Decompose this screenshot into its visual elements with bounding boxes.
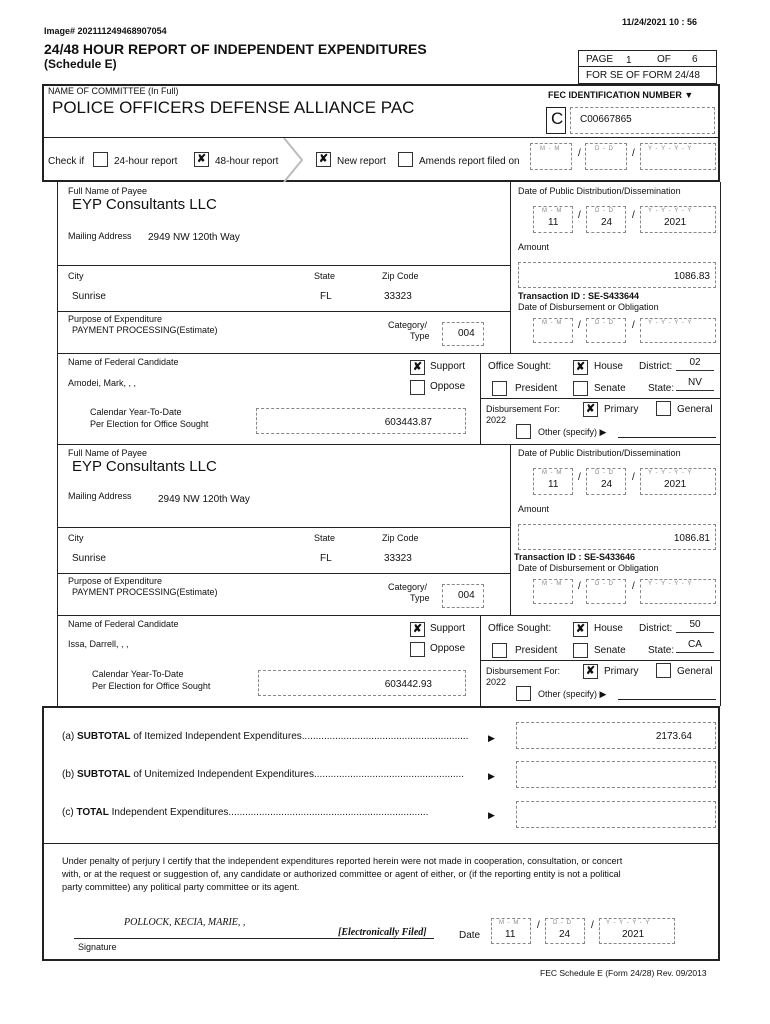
for-form: FOR SE OF FORM 24/48 [586, 70, 700, 81]
cand-state: CA [676, 639, 714, 653]
pub-date-label: Date of Public Distribution/Dissemination [518, 186, 681, 196]
mailing-label: Mailing Address [68, 491, 132, 501]
ytd-label-1: Calendar Year-To-Date [90, 407, 182, 417]
senate-label: Senate [594, 645, 626, 656]
zip: 33323 [384, 291, 412, 302]
district-label: District: [639, 623, 673, 634]
district-label: District: [639, 361, 673, 372]
fec-prefix: C [551, 109, 564, 128]
24-hour-checkbox[interactable] [93, 152, 108, 167]
page-number: 1 [626, 55, 632, 66]
type-label: Type [410, 593, 430, 603]
24-hour-label: 24-hour report [114, 156, 178, 167]
yyyy-hint: Y - Y - Y - Y [648, 470, 693, 476]
city: Sunrise [72, 553, 106, 564]
ytd-label-1: Calendar Year-To-Date [92, 669, 184, 679]
cand-state-label: State: [648, 383, 675, 394]
mm-hint: M - M [542, 208, 563, 214]
electronically-filed: [Electronically Filed] [338, 927, 427, 938]
amount-label: Amount [518, 504, 550, 514]
other-checkbox[interactable] [516, 686, 531, 701]
dd-hint: D - D [553, 920, 572, 926]
form-title: 24/48 HOUR REPORT OF INDEPENDENT EXPENDITURES [44, 41, 427, 57]
ytd-amount: 603443.87 [384, 417, 432, 428]
zip-label: Zip Code [382, 533, 419, 543]
senate-checkbox[interactable] [573, 381, 588, 396]
pub-dd: 24 [601, 217, 613, 228]
primary-checkbox[interactable]: ✘ [583, 402, 598, 417]
sig-yyyy: 2021 [622, 929, 645, 940]
disb-date-label: Date of Disbursement or Obligation [518, 563, 659, 573]
other-label: Other (specify) ▶ [538, 689, 607, 699]
cand-state-label: State: [648, 645, 675, 656]
president-checkbox[interactable] [492, 381, 507, 396]
zip: 33323 [384, 553, 412, 564]
mm-hint: M - M [542, 470, 563, 476]
payee-name: EYP Consultants LLC [72, 458, 217, 475]
committee-name-label: NAME OF COMMITTEE (In Full) [48, 86, 179, 96]
committee-name: POLICE OFFICERS DEFENSE ALLIANCE PAC [52, 98, 415, 117]
yyyy-hint: Y - Y - Y - Y [606, 920, 651, 926]
purpose-label: Purpose of Expenditure [68, 576, 163, 586]
48-hour-checkbox[interactable]: ✘ [194, 152, 209, 167]
total-c-field [516, 801, 716, 828]
primary-label: Primary [604, 666, 639, 677]
subtotal-a-label: (a) SUBTOTAL of Itemized Independent Expenditures............................................................ [62, 731, 469, 742]
primary-label: Primary [604, 404, 639, 415]
city: Sunrise [72, 291, 106, 302]
pub-yyyy: 2021 [664, 217, 687, 228]
date-slash: / [578, 148, 581, 159]
pub-yyyy: 2021 [664, 479, 687, 490]
pub-date-label: Date of Public Distribution/Dissemination [518, 448, 681, 458]
date-slash: / [632, 581, 635, 592]
new-report-checkbox[interactable]: ✘ [316, 152, 331, 167]
disb-date-label: Date of Disbursement or Obligation [518, 302, 659, 312]
president-label: President [515, 383, 558, 394]
purpose: PAYMENT PROCESSING(Estimate) [72, 325, 218, 335]
office-label: Office Sought: [488, 623, 552, 634]
election-year: 2022 [486, 677, 507, 687]
mm-hint: M - M [499, 920, 520, 926]
president-checkbox[interactable] [492, 643, 507, 658]
primary-checkbox[interactable]: ✘ [583, 664, 598, 679]
fec-id: C00667865 [580, 114, 632, 125]
general-label: General [677, 666, 713, 677]
amends-label: Amends report filed on [419, 156, 520, 167]
pub-mm: 11 [548, 479, 559, 490]
candidate-name: Amodei, Mark, , , [68, 378, 137, 388]
candidate-label: Name of Federal Candidate [68, 619, 179, 629]
subtotal-b-label: (b) SUBTOTAL of Unitemized Independent Expenditures...................................................... [62, 769, 465, 780]
signer-name: POLLOCK, KECIA, MARIE, , [124, 917, 246, 928]
general-checkbox[interactable] [656, 401, 671, 416]
pub-mm: 11 [548, 217, 559, 228]
support-label: Support [430, 623, 466, 634]
date-slash: / [578, 320, 581, 331]
ytd-label-2: Per Election for Office Sought [90, 419, 209, 429]
cand-state: NV [676, 377, 714, 391]
amount: 1086.81 [673, 533, 710, 544]
category-label: Category/ [388, 320, 428, 330]
type-label: Type [410, 331, 430, 341]
subtotal-b-field [516, 761, 716, 788]
payee-name: EYP Consultants LLC [72, 196, 217, 213]
date-slash: / [632, 210, 635, 221]
date-slash: / [578, 472, 581, 483]
support-label: Support [430, 361, 466, 372]
amount: 1086.83 [673, 271, 710, 282]
category-label: Category/ [388, 582, 428, 592]
date-label: Date [459, 930, 481, 941]
district: 02 [676, 357, 714, 371]
dd-hint: D - D [595, 581, 614, 587]
page-label: PAGE [586, 54, 614, 65]
date-slash: / [632, 320, 635, 331]
date-slash: / [578, 210, 581, 221]
mm-hint: M - M [542, 320, 563, 326]
arrow-icon: ▶ [488, 771, 495, 781]
oppose-label: Oppose [430, 381, 466, 392]
mailing-address: 2949 NW 120th Way [148, 232, 240, 243]
new-report-label: New report [337, 156, 386, 167]
purpose: PAYMENT PROCESSING(Estimate) [72, 587, 218, 597]
arrow-icon: ▶ [488, 733, 495, 743]
dd-hint: D - D [595, 470, 614, 476]
form-footer: FEC Schedule E (Form 24/28) Rev. 09/2013 [540, 968, 707, 978]
chevron-divider-icon [282, 138, 304, 182]
candidate-name: Issa, Darrell, , , [68, 639, 129, 649]
zip-label: Zip Code [382, 271, 419, 281]
dd-hint: D - D [595, 208, 614, 214]
disb-for-label: Disbursement For: [486, 666, 561, 676]
cert-line-1: Under penalty of perjury I certify that the independent expenditures reported herein were not made in cooperation, consultation, or concert [62, 856, 623, 866]
disb-for-label: Disbursement For: [486, 404, 561, 414]
president-label: President [515, 645, 558, 656]
house-checkbox[interactable]: ✘ [573, 622, 588, 637]
check-if-label: Check if [48, 156, 85, 167]
support-checkbox[interactable]: ✘ [410, 360, 425, 375]
purpose-label: Purpose of Expenditure [68, 314, 163, 324]
date-slash: / [591, 920, 594, 931]
pub-dd: 24 [601, 479, 613, 490]
mailing-label: Mailing Address [68, 231, 132, 241]
general-checkbox[interactable] [656, 663, 671, 678]
page-total: 6 [692, 54, 698, 65]
total-c-label: (c) TOTAL Independent Expenditures........................................................................ [62, 807, 429, 818]
district: 50 [676, 619, 714, 633]
form-subtitle: (Schedule E) [44, 57, 117, 71]
election-year: 2022 [486, 415, 507, 425]
senate-label: Senate [594, 383, 626, 394]
date-slash: / [578, 581, 581, 592]
house-label: House [594, 361, 623, 372]
general-label: General [677, 404, 713, 415]
state-label: State [314, 533, 336, 543]
of-label: OF [657, 54, 671, 65]
48-hour-label: 48-hour report [215, 156, 279, 167]
amount-label: Amount [518, 242, 550, 252]
other-label: Other (specify) ▶ [538, 427, 607, 437]
oppose-label: Oppose [430, 643, 466, 654]
image-id: Image# 202111249468907054 [44, 26, 167, 36]
state: FL [320, 553, 332, 564]
house-label: House [594, 623, 623, 634]
amends-checkbox[interactable] [398, 152, 413, 167]
category: 004 [458, 590, 475, 601]
date-slash: / [537, 920, 540, 931]
other-checkbox[interactable] [516, 424, 531, 439]
amend-yyyy-hint: Y - Y - Y - Y [648, 146, 693, 152]
category: 004 [458, 328, 475, 339]
yyyy-hint: Y - Y - Y - Y [648, 320, 693, 326]
cert-line-2: with, or at the request or suggestion of, any candidate or authorized committee or agent of either, or (if the reporting entity is not a political [62, 869, 621, 879]
arrow-icon: ▶ [488, 810, 495, 820]
dd-hint: D - D [595, 320, 614, 326]
mailing-address: 2949 NW 120th Way [158, 494, 250, 505]
transaction-id: Transaction ID : SE-S433644 [518, 291, 640, 301]
amend-mm-hint: M - M [540, 146, 561, 152]
state: FL [320, 291, 332, 302]
subtotal-a-value: 2173.64 [655, 731, 692, 742]
yyyy-hint: Y - Y - Y - Y [648, 208, 693, 214]
city-label: City [68, 271, 84, 281]
payee-label: Full Name of Payee [68, 186, 148, 196]
signature-label: Signature [78, 942, 117, 952]
yyyy-hint: Y - Y - Y - Y [648, 581, 693, 587]
mm-hint: M - M [542, 581, 563, 587]
oppose-checkbox[interactable] [410, 642, 425, 657]
date-slash: / [632, 148, 635, 159]
city-label: City [68, 533, 84, 543]
payee-label: Full Name of Payee [68, 448, 148, 458]
oppose-checkbox[interactable] [410, 380, 425, 395]
office-label: Office Sought: [488, 361, 552, 372]
sig-dd: 24 [559, 929, 571, 940]
state-label: State [314, 271, 336, 281]
ytd-amount: 603442.93 [384, 679, 432, 690]
ytd-label-2: Per Election for Office Sought [92, 681, 211, 691]
support-checkbox[interactable]: ✘ [410, 622, 425, 637]
cert-line-3: party committee) any political party committee or its agent. [62, 882, 300, 892]
date-slash: / [632, 472, 635, 483]
amend-dd-hint: D - D [595, 146, 614, 152]
timestamp: 11/24/2021 10 : 56 [622, 17, 698, 27]
sig-mm: 11 [505, 929, 516, 940]
candidate-label: Name of Federal Candidate [68, 357, 179, 367]
transaction-id: Transaction ID : SE-S433646 [514, 552, 636, 562]
house-checkbox[interactable]: ✘ [573, 360, 588, 375]
fec-id-label: FEC IDENTIFICATION NUMBER ▼ [548, 90, 694, 100]
senate-checkbox[interactable] [573, 643, 588, 658]
